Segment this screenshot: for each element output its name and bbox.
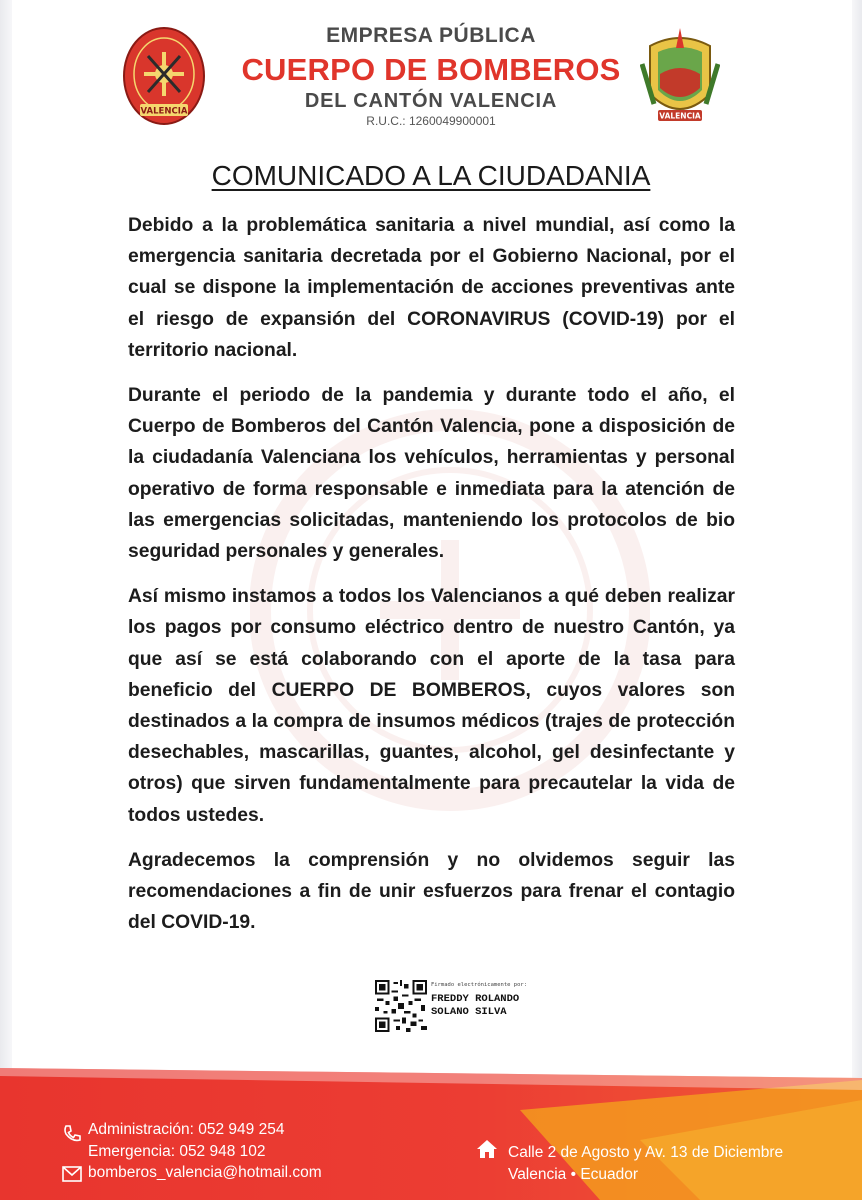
signer-name — [431, 993, 519, 1019]
communique-body — [128, 210, 735, 952]
paragraph-1: Debido a la problemática sanitaria a nivel mundial, así como la emergencia sanitaria decretada por el Gobierno Nacional, por el cual se dispone la implementación de acciones preventivas ante el riesgo de expansión del CORONAVIRUS (COVID-19) por el territorio nacional. — [128, 215, 735, 361]
footer — [0, 1050, 862, 1200]
footer-address-line2: Valencia • Ecuador — [508, 1166, 639, 1183]
signer-name-line2: SOLANO SILVA — [431, 1006, 507, 1018]
home-icon — [476, 1138, 498, 1160]
paragraph-2: Durante el periodo de la pandemia y durante todo el año, el Cuerpo de Bomberos del Cantón Valencia, pone a disposición de la ciudadanía Valenciana los vehículos, herramientas y personal operativo de forma responsable e inmediata para la atención de las emergencias solicitadas, manteniendo los protocolos de bio seguridad personales y generales. — [128, 385, 735, 563]
right-seal-text: VALENCIA — [659, 111, 701, 121]
header-organization-name: CUERPO DE BOMBEROS — [241, 52, 621, 87]
paragraph-4: Agradecemos la comprensión y no olvidemos seguir las recomendaciones a fin de unir esfuerzos para frenar el contagio del COVID-19. — [128, 849, 735, 934]
footer-address-line1: Calle 2 de Agosto y Av. 13 de Diciembre — [508, 1144, 784, 1161]
header-ruc: R.U.C.: 1260049900001 — [366, 114, 496, 128]
mail-icon — [62, 1166, 82, 1182]
electronic-signature — [375, 978, 575, 1034]
footer-admin-phone: Administración: 052 949 254 — [88, 1121, 285, 1138]
left-seal-text: VALENCIA — [140, 106, 188, 117]
letterhead — [0, 0, 862, 150]
qr-code-icon — [375, 980, 427, 1032]
header-company-type: EMPRESA PÚBLICA — [326, 24, 536, 47]
phone-icon — [62, 1124, 82, 1144]
page-title: COMUNICADO A LA CIUDADANIA — [211, 160, 651, 191]
signer-name-line1: FREDDY ROLANDO — [431, 993, 520, 1005]
signature-label: Firmado electrónicamente por: — [431, 982, 528, 988]
footer-emergency-phone: Emergencia: 052 948 102 — [88, 1143, 266, 1160]
canton-coat-of-arms-icon — [640, 24, 720, 130]
fire-department-seal-icon — [122, 26, 206, 126]
header-canton: DEL CANTÓN VALENCIA — [304, 90, 558, 112]
footer-email: bomberos_valencia@hotmail.com — [88, 1164, 322, 1181]
paragraph-3: Así mismo instamos a todos los Valencianos a qué deben realizar los pagos por consumo eléctrico dentro de nuestro Cantón, ya que así se está colaborando con el aporte de la tasa para beneficio del CUERPO DE BOMBEROS, cuyos valores son destinados a la compra de insumos médicos (trajes de protección desechables, mascarillas, guantes, alcohol, gel desinfectante y otros) que sirven fundamentalmente para precautelar la vida de todos ustedes. — [128, 586, 735, 826]
